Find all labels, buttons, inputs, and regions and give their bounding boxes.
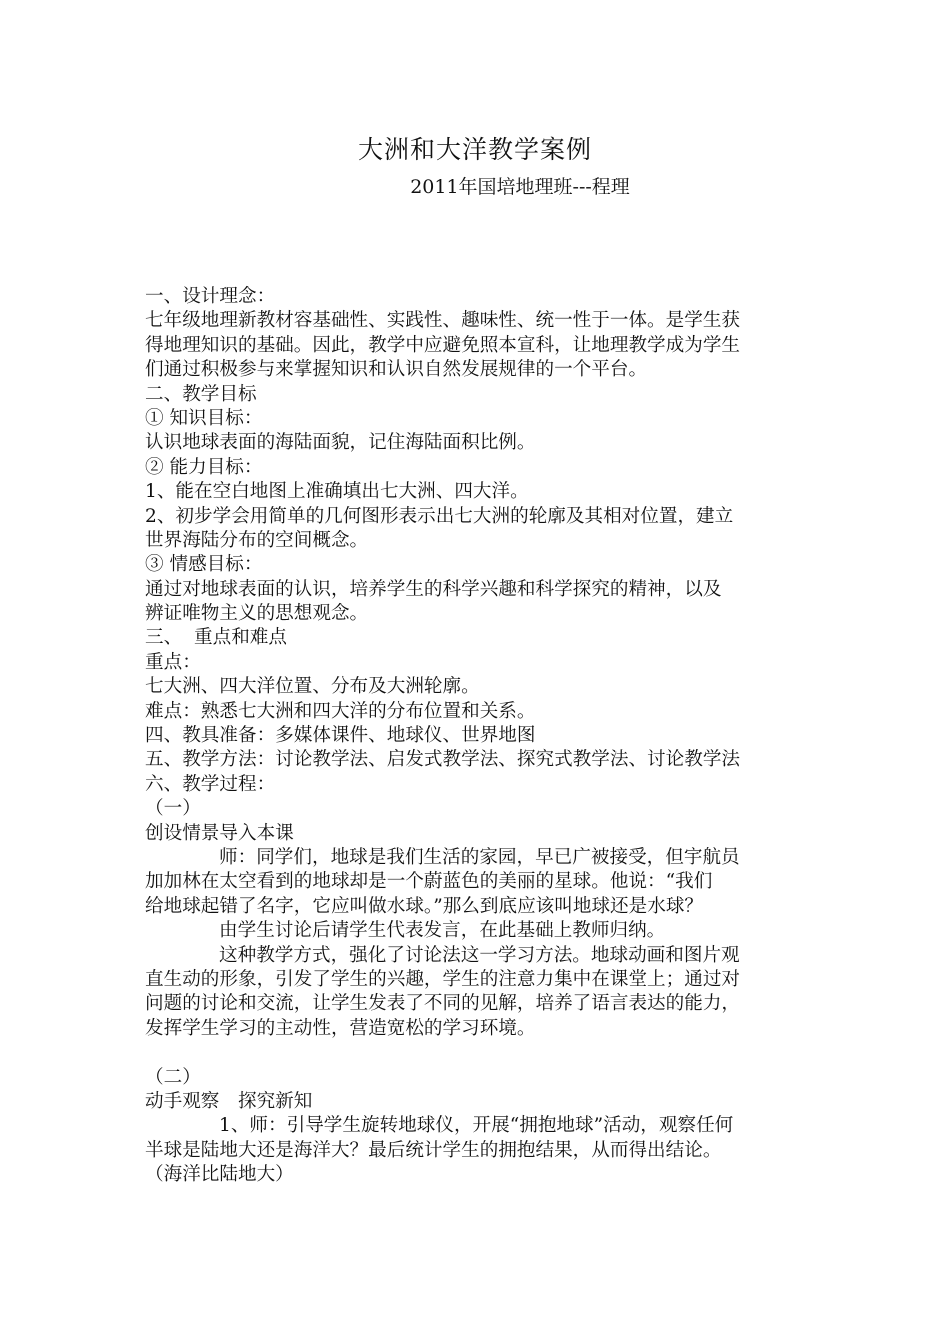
paragraph-line: 师：同学们，地球是我们生活的家园，早已广被接受，但宇航员 (219, 846, 740, 868)
subheading: ① 知识目标： (145, 407, 263, 429)
paragraph-line: 半球是陆地大还是海洋大？最后统计学生的拥抱结果，从而得出结论。 (145, 1139, 722, 1161)
paragraph-line: 1、师：引导学生旋转地球仪，开展“拥抱地球”活动，观察任何 (219, 1115, 734, 1137)
paragraph-line: 发挥学生学习的主动性，营造宽松的学习环境。 (145, 1017, 536, 1039)
paragraph-line: 认识地球表面的海陆面貌，记住海陆面积比例。 (145, 432, 536, 454)
paragraph-line: 加加林在太空看到的地球却是一个蔚蓝色的美丽的星球。他说：“我们 (145, 871, 713, 893)
document-body (145, 285, 810, 1187)
paragraph-line: 通过对地球表面的认识，培养学生的科学兴趣和科学探究的精神，以及 (145, 578, 722, 600)
paragraph-line: 世界海陆分布的空间概念。 (145, 529, 369, 551)
subheading: ② 能力目标： (145, 456, 263, 478)
blank-line (145, 1041, 810, 1065)
paragraph-line: 难点：熟悉七大洲和四大洋的分布位置和关系。 (145, 700, 536, 722)
paragraph-line: 给地球起错了名字，它应叫做水球。”那么到底应该叫地球还是水球？ (145, 895, 704, 917)
section-heading: 一、设计理念： (145, 286, 276, 307)
subsection-marker: （二） (145, 1066, 201, 1088)
section-heading: 三、 重点和难点 (145, 627, 287, 649)
paragraph-line: 问题的讨论和交流，让学生发表了不同的见解，培养了语言表达的能力， (145, 993, 741, 1015)
subsection-marker: （一） (145, 798, 201, 820)
paragraph-line: 七年级地理新教材容基础性、实践性、趣味性、统一性于一体。是学生获 (145, 310, 741, 332)
paragraph-line: 直生动的形象，引发了学生的兴趣，学生的注意力集中在课堂上；通过对 (145, 968, 741, 990)
subsection-title: 动手观察 探究新知 (145, 1090, 313, 1112)
paragraph-line: 辨证唯物主义的思想观念。 (145, 603, 369, 625)
subheading: ③ 情感目标： (145, 554, 263, 576)
section-heading: 二、教学目标 (145, 383, 257, 405)
paragraph-line: 重点： (145, 651, 201, 673)
paragraph-line: 2、初步学会用简单的几何图形表示出七大洲的轮廓及其相对位置，建立 (145, 505, 734, 527)
section-heading: 六、教学过程： (145, 773, 276, 795)
section-heading: 四、教具准备：多媒体课件、地球仪、世界地图 (145, 725, 536, 747)
paragraph-line: （海洋比陆地大） (145, 1164, 294, 1186)
section-heading: 五、教学方法：讨论教学法、启发式教学法、探究式教学法、讨论教学法 (145, 749, 741, 771)
paragraph-line: 由学生讨论后请学生代表发言，在此基础上教师归纳。 (219, 920, 666, 942)
paragraph-line: 1、能在空白地图上准确填出七大洲、四大洋。 (145, 481, 529, 503)
paragraph-line: 这种教学方式，强化了讨论法这一学习方法。地球动画和图片观 (219, 944, 740, 966)
paragraph-line: 们通过积极参与来掌握知识和认识自然发展规律的一个平台。 (145, 359, 648, 381)
paragraph-line: 得地理知识的基础。因此，教学中应避免照本宣科，让地理教学成为学生 (145, 334, 741, 356)
subsection-title: 创设情景导入本课 (145, 822, 294, 844)
document-subtitle: 2011年国培地理班---程理 (410, 176, 630, 198)
document-title: 大洲和大洋教学案例 (357, 135, 592, 164)
paragraph-line: 七大洲、四大洋位置、分布及大洲轮廓。 (145, 676, 480, 698)
